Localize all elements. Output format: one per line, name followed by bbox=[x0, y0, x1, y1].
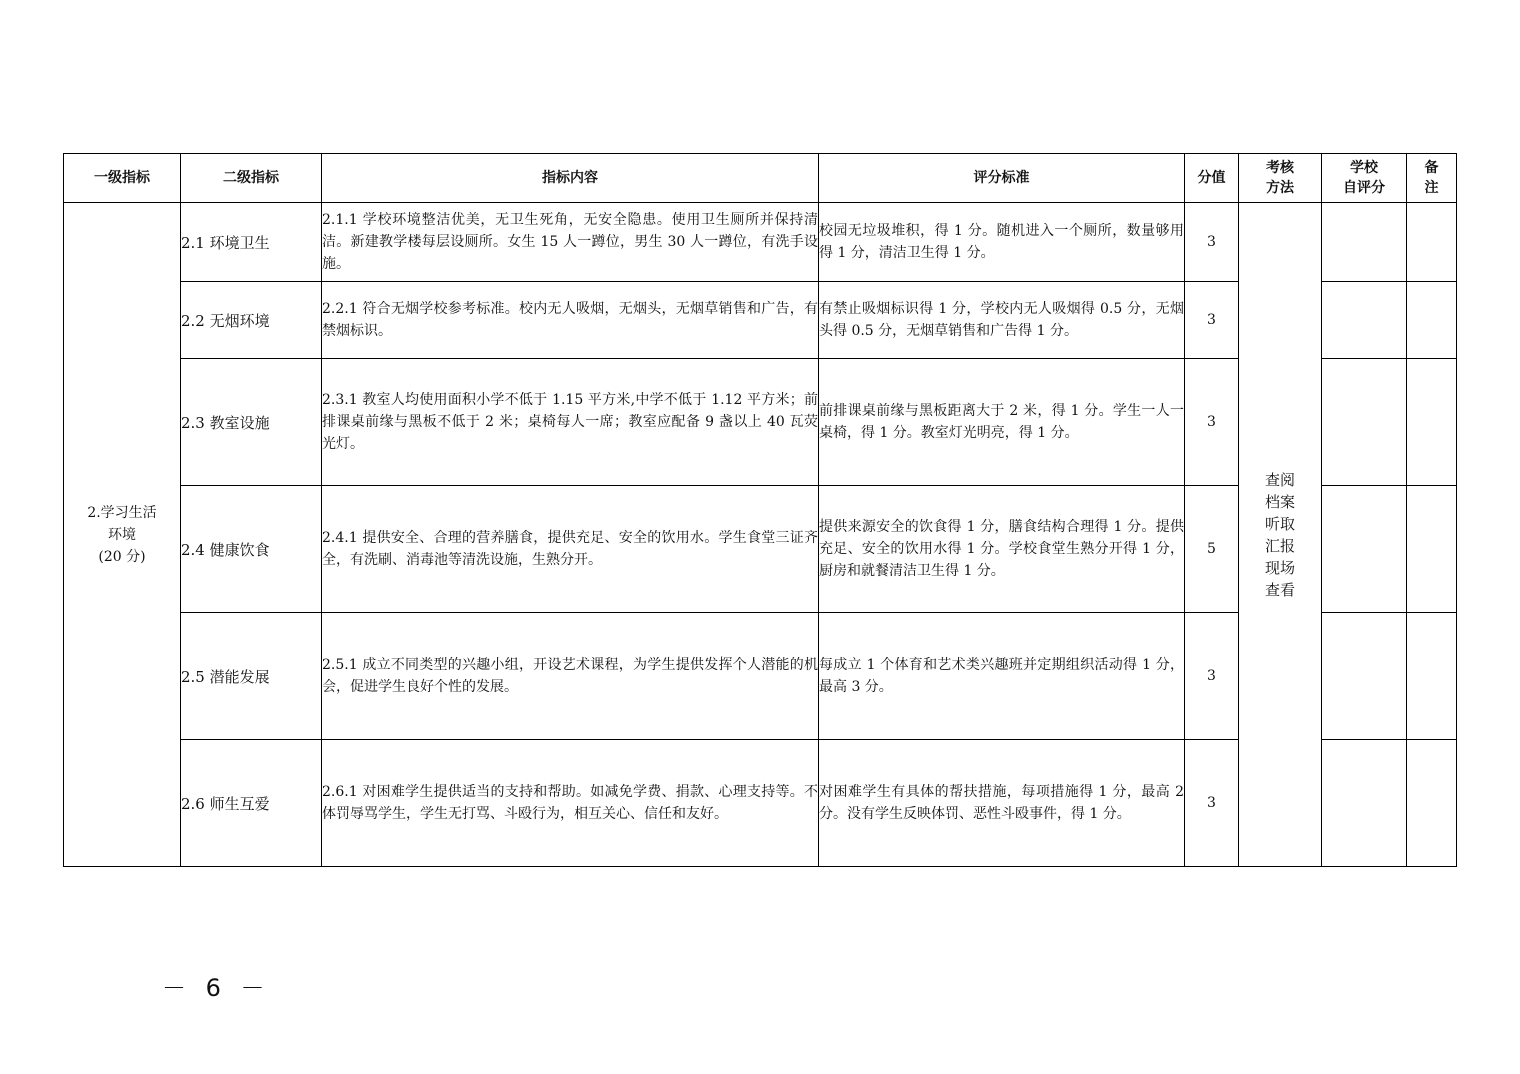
score-value: 3 bbox=[1185, 203, 1239, 282]
level2-indicator: 2.2 无烟环境 bbox=[181, 282, 322, 359]
score-value: 3 bbox=[1185, 613, 1239, 740]
indicator-content: 2.5.1 成立不同类型的兴趣小组，开设艺术课程，为学生提供发挥个人潜能的机会，促进学生良好个性的发展。 bbox=[322, 613, 819, 740]
self-score-cell[interactable] bbox=[1322, 486, 1407, 613]
level2-indicator: 2.5 潜能发展 bbox=[181, 613, 322, 740]
header-score: 分值 bbox=[1185, 154, 1239, 203]
self-score-cell[interactable] bbox=[1322, 203, 1407, 282]
header-level1: 一级指标 bbox=[64, 154, 181, 203]
indicator-content: 2.1.1 学校环境整洁优美，无卫生死角，无安全隐患。使用卫生厕所并保持清洁。新建教学楼每层设厕所。女生 15 人一蹲位，男生 30 人一蹲位，有洗手设施。 bbox=[322, 203, 819, 282]
indicator-content: 2.2.1 符合无烟学校参考标准。校内无人吸烟，无烟头，无烟草销售和广告，有禁烟标识。 bbox=[322, 282, 819, 359]
level2-indicator: 2.1 环境卫生 bbox=[181, 203, 322, 282]
header-remarks: 备 注 bbox=[1407, 154, 1457, 203]
level2-indicator: 2.4 健康饮食 bbox=[181, 486, 322, 613]
self-score-cell[interactable] bbox=[1322, 740, 1407, 867]
header-method: 考核 方法 bbox=[1239, 154, 1322, 203]
header-level2: 二级指标 bbox=[181, 154, 322, 203]
level2-indicator: 2.6 师生互爱 bbox=[181, 740, 322, 867]
evaluation-table bbox=[63, 153, 1457, 867]
remarks-cell[interactable] bbox=[1407, 613, 1457, 740]
scoring-criteria: 每成立 1 个体育和艺术类兴趣班并定期组织活动得 1 分，最高 3 分。 bbox=[819, 613, 1185, 740]
remarks-cell[interactable] bbox=[1407, 359, 1457, 486]
assessment-method: 查阅 档案 听取 汇报 现场 查看 bbox=[1239, 203, 1322, 867]
scoring-criteria: 前排课桌前缘与黑板距离大于 2 米，得 1 分。学生一人一桌椅，得 1 分。教室灯光明亮，得 1 分。 bbox=[819, 359, 1185, 486]
score-value: 3 bbox=[1185, 740, 1239, 867]
scoring-criteria: 校园无垃圾堆积，得 1 分。随机进入一个厕所，数量够用得 1 分，清洁卫生得 1 分。 bbox=[819, 203, 1185, 282]
header-content: 指标内容 bbox=[322, 154, 819, 203]
remarks-cell[interactable] bbox=[1407, 203, 1457, 282]
self-score-cell[interactable] bbox=[1322, 613, 1407, 740]
level1-indicator: 2.学习生活 环境 (20 分) bbox=[64, 203, 181, 867]
indicator-content: 2.6.1 对困难学生提供适当的支持和帮助。如减免学费、捐款、心理支持等。不体罚辱骂学生，学生无打骂、斗殴行为，相互关心、信任和友好。 bbox=[322, 740, 819, 867]
page-number: － 6 － bbox=[162, 974, 271, 1002]
header-row bbox=[64, 154, 1457, 203]
table-row bbox=[64, 203, 1457, 282]
indicator-content: 2.3.1 教室人均使用面积小学不低于 1.15 平方米,中学不低于 1.12 平方米；前排课桌前缘与黑板不低于 2 米；桌椅每人一席；教室应配备 9 盏以上 40 瓦荧光灯。 bbox=[322, 359, 819, 486]
remarks-cell[interactable] bbox=[1407, 740, 1457, 867]
scoring-criteria: 有禁止吸烟标识得 1 分，学校内无人吸烟得 0.5 分，无烟头得 0.5 分，无烟草销售和广告得 1 分。 bbox=[819, 282, 1185, 359]
level2-indicator: 2.3 教室设施 bbox=[181, 359, 322, 486]
remarks-cell[interactable] bbox=[1407, 282, 1457, 359]
remarks-cell[interactable] bbox=[1407, 486, 1457, 613]
header-self-score: 学校 自评分 bbox=[1322, 154, 1407, 203]
scoring-criteria: 对困难学生有具体的帮扶措施，每项措施得 1 分，最高 2 分。没有学生反映体罚、恶性斗殴事件，得 1 分。 bbox=[819, 740, 1185, 867]
self-score-cell[interactable] bbox=[1322, 282, 1407, 359]
score-value: 3 bbox=[1185, 282, 1239, 359]
score-value: 5 bbox=[1185, 486, 1239, 613]
scoring-criteria: 提供来源安全的饮食得 1 分，膳食结构合理得 1 分。提供充足、安全的饮用水得 1 分。学校食堂生熟分开得 1 分，厨房和就餐清洁卫生得 1 分。 bbox=[819, 486, 1185, 613]
self-score-cell[interactable] bbox=[1322, 359, 1407, 486]
header-criteria: 评分标准 bbox=[819, 154, 1185, 203]
score-value: 3 bbox=[1185, 359, 1239, 486]
indicator-content: 2.4.1 提供安全、合理的营养膳食，提供充足、安全的饮用水。学生食堂三证齐全，有洗刷、消毒池等清洗设施，生熟分开。 bbox=[322, 486, 819, 613]
